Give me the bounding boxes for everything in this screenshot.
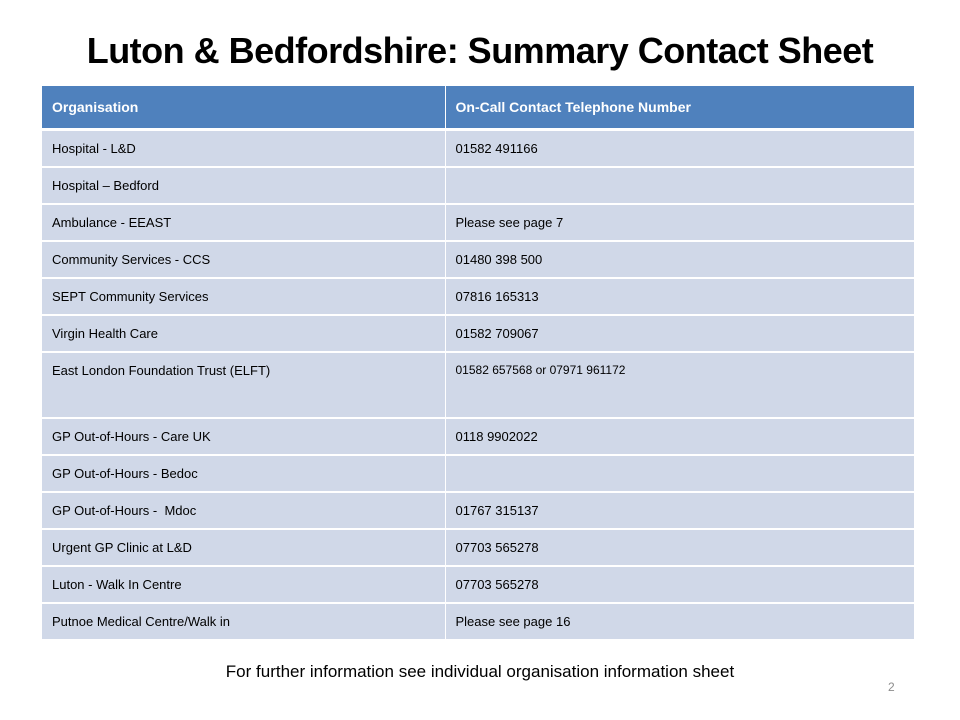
table-row [42, 566, 914, 603]
phone-cell: Please see page 16 [445, 603, 914, 640]
phone-cell: 01582 491166 [445, 130, 914, 168]
table-row [42, 455, 914, 492]
header-telephone: On-Call Contact Telephone Number [445, 86, 914, 130]
organisation-cell: Virgin Health Care [42, 315, 445, 352]
organisation-cell: GP Out-of-Hours - Bedoc [42, 455, 445, 492]
header-organisation: Organisation [42, 86, 445, 130]
phone-cell: 0118 9902022 [445, 418, 914, 455]
table-row [42, 603, 914, 640]
table-row [42, 167, 914, 204]
table-row [42, 130, 914, 168]
phone-cell: 01480 398 500 [445, 241, 914, 278]
phone-cell: 01767 315137 [445, 492, 914, 529]
organisation-cell: Urgent GP Clinic at L&D [42, 529, 445, 566]
phone-cell [445, 455, 914, 492]
table-row [42, 241, 914, 278]
table-row [42, 352, 914, 418]
contact-table [42, 86, 915, 641]
organisation-cell: Hospital - L&D [42, 130, 445, 168]
organisation-cell: GP Out-of-Hours - Mdoc [42, 492, 445, 529]
organisation-cell: Luton - Walk In Centre [42, 566, 445, 603]
table-row [42, 418, 914, 455]
phone-cell: 01582 709067 [445, 315, 914, 352]
phone-cell: 07816 165313 [445, 278, 914, 315]
page-title: Luton & Bedfordshire: Summary Contact Sheet [86, 30, 874, 71]
organisation-cell: East London Foundation Trust (ELFT) [42, 352, 445, 418]
organisation-cell: GP Out-of-Hours - Care UK [42, 418, 445, 455]
table-row [42, 529, 914, 566]
phone-cell: Please see page 7 [445, 204, 914, 241]
table-row [42, 492, 914, 529]
phone-cell: 07703 565278 [445, 529, 914, 566]
organisation-cell: Putnoe Medical Centre/Walk in [42, 603, 445, 640]
footer-note: For further information see individual organisation information sheet [225, 662, 735, 681]
phone-cell [445, 167, 914, 204]
organisation-cell: Community Services - CCS [42, 241, 445, 278]
table-row [42, 278, 914, 315]
organisation-cell: SEPT Community Services [42, 278, 445, 315]
organisation-cell: Hospital – Bedford [42, 167, 445, 204]
table-header-row [42, 86, 914, 130]
organisation-cell: Ambulance - EEAST [42, 204, 445, 241]
phone-cell: 01582 657568 or 07971 961172 [445, 352, 914, 418]
page-number: 2 [888, 680, 895, 694]
table-row [42, 315, 914, 352]
table-row [42, 204, 914, 241]
phone-cell: 07703 565278 [445, 566, 914, 603]
